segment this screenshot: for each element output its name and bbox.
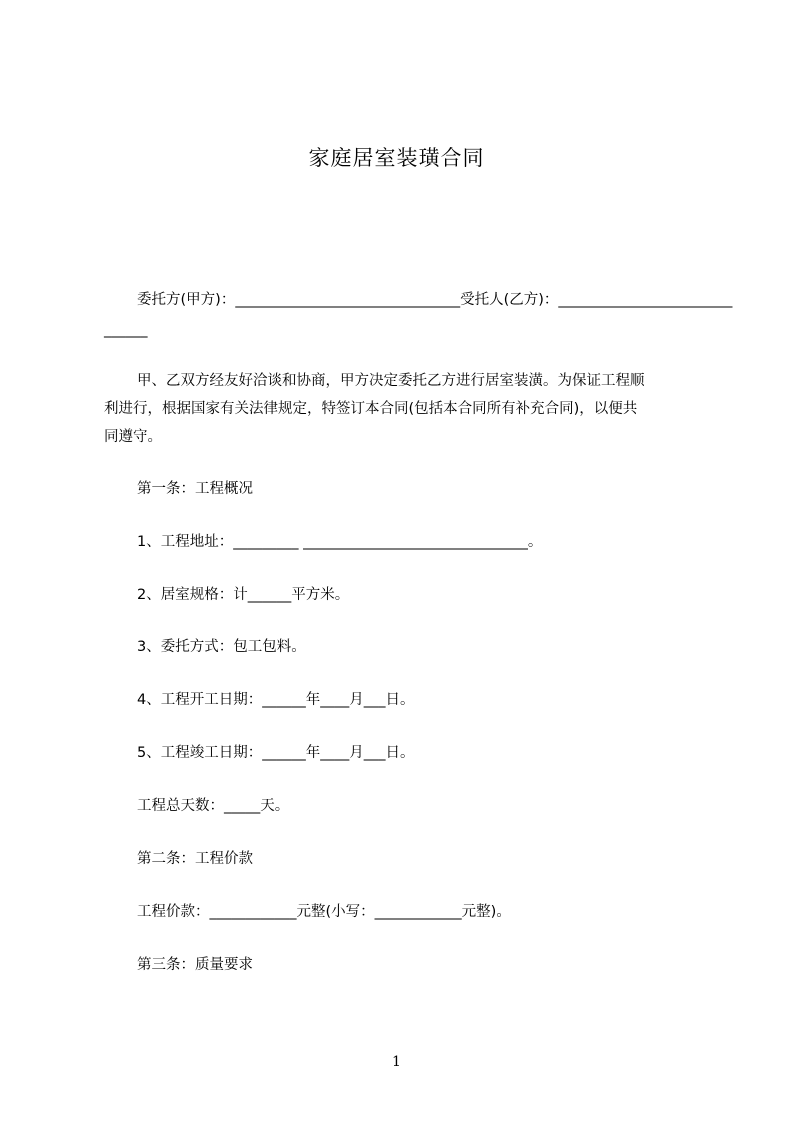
- parties-line-2: ______: [104, 322, 148, 338]
- preamble-line-1: 甲、乙双方经友好洽谈和协商，甲方决定委托乙方进行居室装潢。为保证工程顺: [137, 373, 645, 389]
- item-2-size: 2、居室规格：计______平方米。: [137, 587, 350, 603]
- page-number: 1: [392, 1054, 401, 1070]
- preamble-paragraph: [104, 368, 704, 450]
- item-1-address: 1、工程地址：_________ _______________________________。: [137, 534, 543, 550]
- article-2-heading: 第二条：工程价款: [137, 851, 253, 867]
- item-5-end-date: 5、工程竣工日期：______年____月___日。: [137, 745, 415, 761]
- article-1-heading: 第一条：工程概况: [137, 481, 253, 497]
- parties-line-1: 委托方(甲方)：_______________________________受托人(乙方)：________________________: [137, 292, 733, 308]
- item-3-method: 3、委托方式：包工包料。: [137, 639, 306, 655]
- item-4-start-date: 4、工程开工日期：______年____月___日。: [137, 692, 415, 708]
- document-title: 家庭居室装璜合同: [308, 146, 485, 170]
- article-3-heading: 第三条：质量要求: [137, 957, 253, 973]
- preamble-line-3: 同遵守。: [104, 429, 162, 445]
- parties-paragraph: [104, 287, 733, 343]
- preamble-line-2: 利进行，根据国家有关法律规定，特签订本合同(包括本合同所有补充合同)，以便共: [104, 401, 638, 417]
- price-line: 工程价款：____________元整(小写：____________元整)。: [137, 904, 511, 920]
- total-days: 工程总天数：_____天。: [137, 798, 290, 814]
